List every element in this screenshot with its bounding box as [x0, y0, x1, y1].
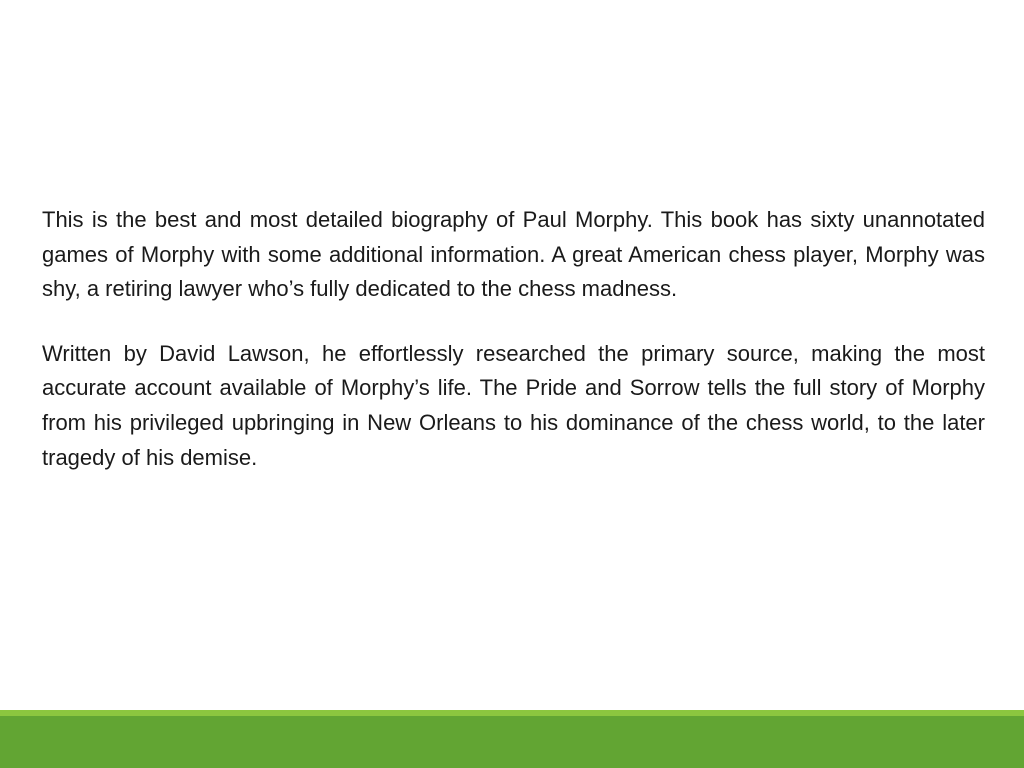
paragraph-1: This is the best and most detailed biography of Paul Morphy. This book has sixty unannotated games of Morphy with some additional information. A great American chess player, Morphy was shy, a retiring lawyer who’s fully dedicated to the chess madness. [42, 207, 985, 302]
footer-bar [0, 716, 1024, 768]
paragraph-2: Written by David Lawson, he effortlessly researched the primary source, making the most accurate account available of Morphy’s life. The Pride and Sorrow tells the full story of Morphy from his privileged upbringing in New Orleans to his dominance of the chess world, to the later tragedy of his demise. [42, 340, 985, 470]
slide-body-text [42, 203, 985, 505]
